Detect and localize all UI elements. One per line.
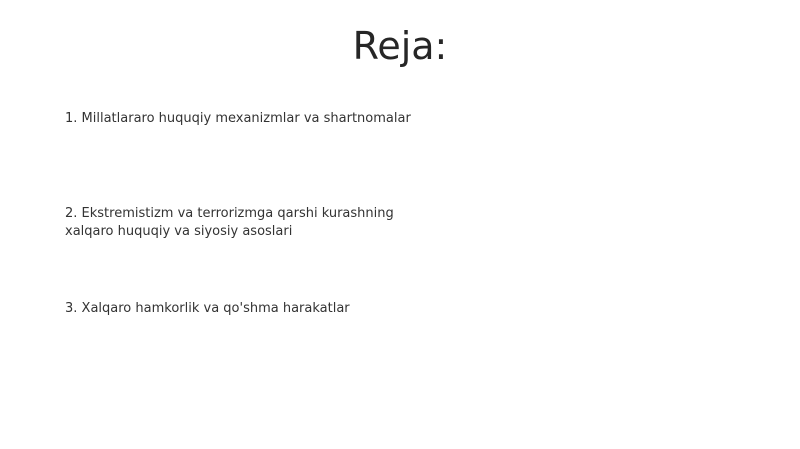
plan-item-2-line-1: 2. Ekstremistizm va terrorizmga qarshi kurashning [65,206,394,221]
plan-item-3 [65,300,465,318]
plan-item-3-line-1: 3. Xalqaro hamkorlik va qo'shma harakatlar [65,301,350,316]
plan-item-1 [65,110,465,128]
plan-item-1-line-1: 1. Millatlararo huquqiy mexanizmlar va shartnomalar [65,111,411,126]
plan-item-2 [65,205,465,241]
slide-title: Reja: [352,24,448,68]
plan-item-2-line-2: xalqaro huquqiy va siyosiy asoslari [65,224,293,239]
